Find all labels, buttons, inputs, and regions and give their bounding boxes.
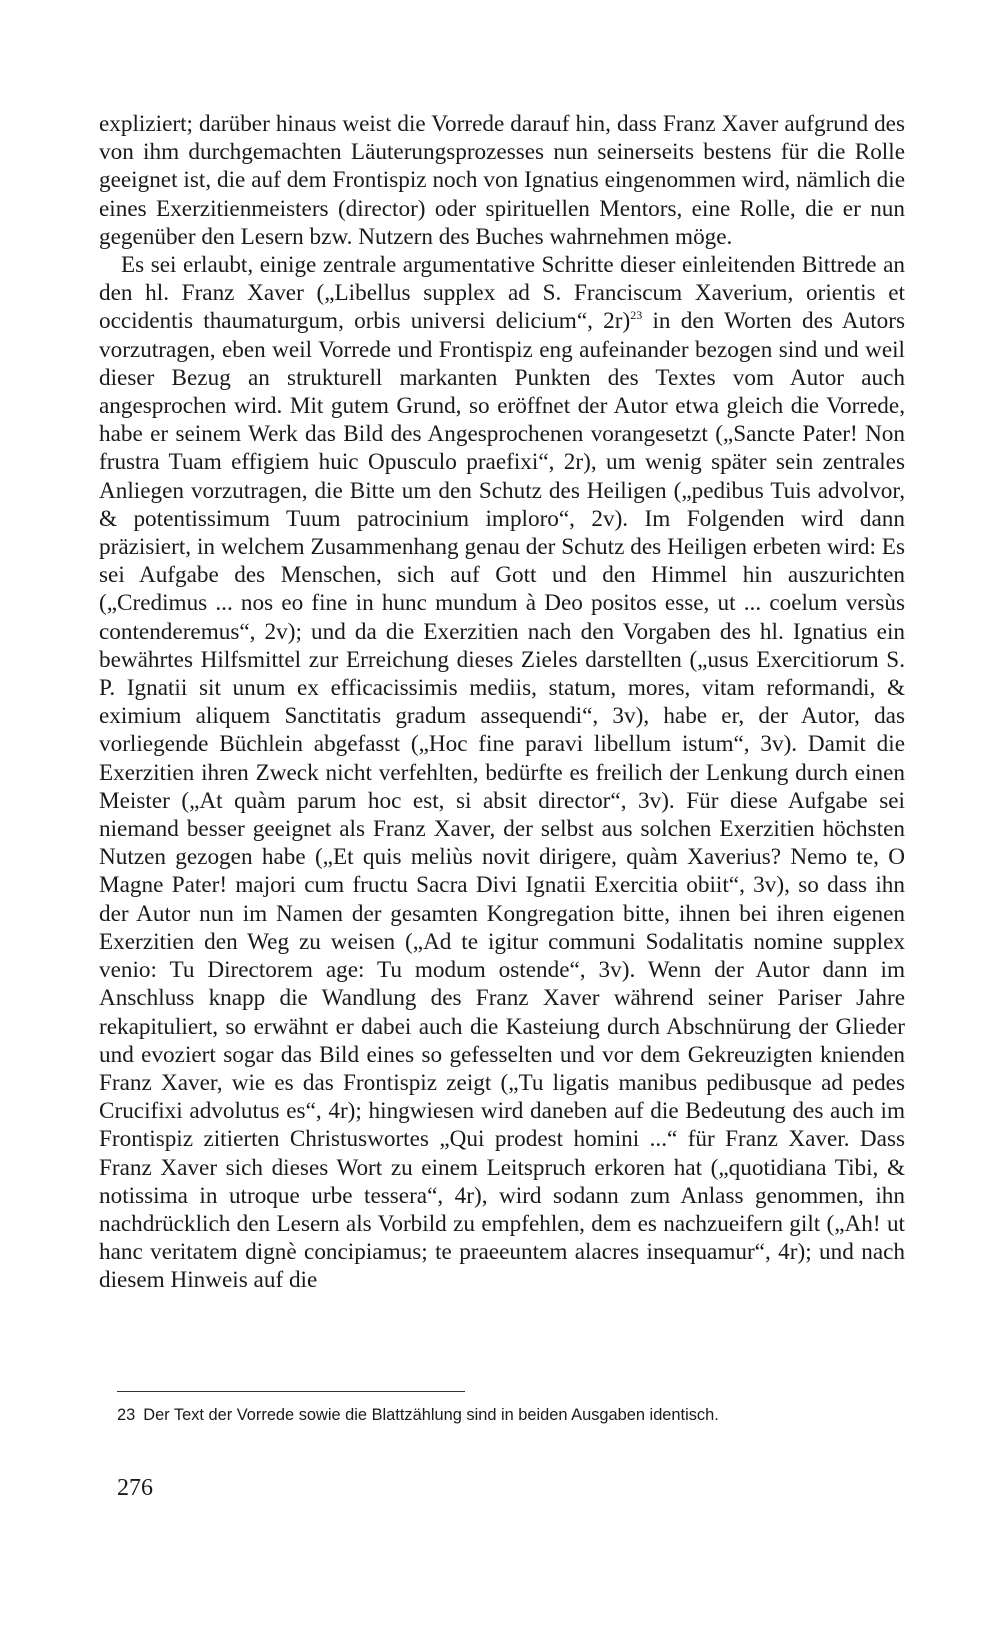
footnote-reference[interactable]: 23 [630,308,643,323]
main-text [99,110,905,1295]
footnote-text: Der Text der Vorrede sowie die Blattzählung sind in beiden Ausgaben identisch. [143,1406,719,1424]
footnote-divider [117,1391,465,1392]
paragraph-text-after-note: in den Worten des Autors vorzutragen, eben weil Vorrede und Frontispiz eng aufeinander bezogen sind und weil dieser Bezug an strukturell markanten Punkten des Textes vom Autor auch angesprochen wird. Mit gutem Grund, so eröffnet der Autor etwa gleich die Vorrede, habe er seinem Werk das Bild des Angesprochenen vorangesetzt („Sancte Pater! Non frustra Tuam effigiem huic Opusculo praefixi“, 2r), um wenig später sein zentrales Anliegen vorzutragen, die Bitte um den Schutz des Heiligen („pedibus Tuis advolvor, & potentissimum Tuum patrocinium imploro“, 2v). Im Folgenden wird dann präzisiert, in welchem Zusammenhang genau der Schutz des Heiligen erbeten wird: Es sei Aufgabe des Menschen, sich auf Gott und den Himmel hin auszurichten („Credimus ... nos eo fine in hunc mundum à Deo positos esse, ut ... coelum versùs contenderemus“, 2v); und da die Exerzitien nach den Vorgaben des hl. Ignatius ein bewährtes Hilfsmittel zur Erreichung dieses Zieles darstellten („usus Exercitiorum S. P. Ignatii sit unum ex efficacissimis mediis, statum, mores, vitam reformandi, & eximium aliquem Sanctitatis gradum assequendi“, 3v), habe er, der Autor, das vorliegende Büchlein abgefasst („Hoc fine paravi libellum istum“, 3v). Damit die Exerzitien ihren Zweck nicht verfehlten, bedürfte es freilich der Lenkung durch einen Meister („At quàm parum hoc est, si absit director“, 3v). Für diese Aufgabe sei niemand besser geeignet als Franz Xaver, der selbst aus solchen Exerzitien höchsten Nutzen gezogen habe („Et quis meliùs novit dirigere, quàm Xaverius? Nemo te, O Magne Pater! majori cum fructu Sacra Divi Ignatii Exercitia obiit“, 3v), so dass ihn der Autor nun im Namen der gesamten Kongregation bitte, ihnen bei ihren eigenen Exerzitien den Weg zu weisen („Ad te igitur communi Sodalitatis nomine supplex venio: Tu Directorem age: Tu modum ostende“, 3v). Wenn der Autor dann im Anschluss knapp die Wandlung des Franz Xaver während seiner Pariser Jahre rekapituliert, so erwähnt er dabei auch die Kasteiung durch Abschnürung der Glieder und evoziert sogar das Bild eines so gefesselten und vor dem Gekreuzigten knienden Franz Xaver, wie es das Frontispiz zeigt („Tu ligatis manibus pedibusque ad pedes Crucifixi advolutus es“, 4r); hingwiesen wird daneben auf die Bedeutung des auch im Frontispiz zitierten Christuswortes „Qui prodest homini ...“ für Franz Xaver. Dass Franz Xaver sich dieses Wort zu einem Leitspruch erkoren hat („quotidiana Tibi, & notissima in utroque urbe tessera“, 4r), wird sodann zum Anlass genommen, ihn nachdrücklich den Lesern als Vorbild zu empfehlen, dem es nachzueifern gilt („Ah! ut hanc veritatem dignè concipiamus; te praeeuntem alacres insequamur“, 4r); und nach diesem Hinweis auf die [99,308,905,1294]
page-number: 276 [117,1475,153,1501]
footnote-number: 23 [117,1406,136,1424]
paragraph-summary [99,251,905,1295]
paragraph-continued: expliziert; darüber hinaus weist die Vorrede darauf hin, dass Franz Xaver aufgrund des von ihm durchgemachten Läuterungsprozesses nun seinerseits bestens für die Rolle geeignet ist, die auf dem Frontispiz noch von Ignatius eingenommen wird, nämlich die eines Exerzitienmeisters (director) oder spirituellen Mentors, eine Rolle, die er nun gegenüber den Lesern bzw. Nutzern des Buches wahrnehmen möge. [99,111,905,250]
footnote [117,1404,907,1426]
paragraph-text-before-note: Es sei erlaubt, einige zentrale argumentative Schritte dieser einleitenden Bittrede an den hl. Franz Xaver („Libellus supplex ad S. Franciscum Xaverium, orientis et occidentis thaumaturgum, orbis universi delicium“, 2r) [99,252,905,335]
